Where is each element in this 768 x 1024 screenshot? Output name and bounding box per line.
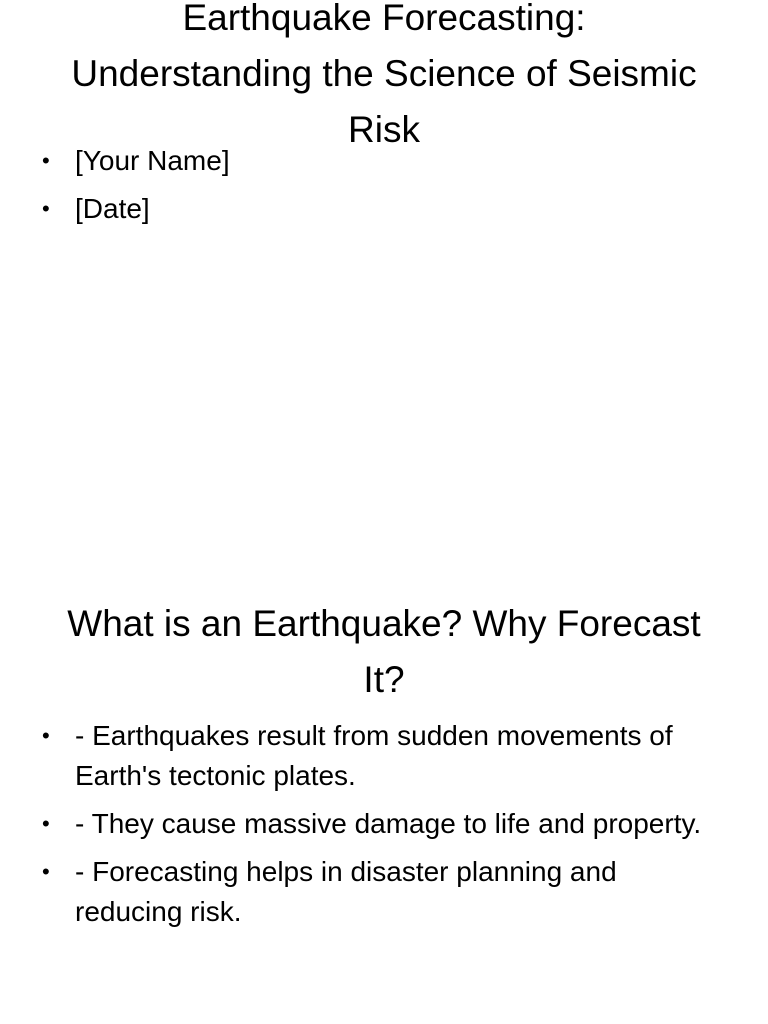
bullet-item [42, 140, 722, 182]
slide-what-is-earthquake [0, 576, 768, 1024]
bullet-icon: • [42, 723, 50, 748]
bullet-icon: • [42, 196, 50, 221]
bullet-icon: • [42, 148, 50, 173]
slide-bullet-list [42, 716, 722, 940]
bullet-icon: • [42, 859, 50, 884]
bullet-item [42, 804, 722, 844]
bullet-text: - Earthquakes result from sudden movements of Earth's tectonic plates. [75, 720, 673, 791]
slide-bullet-list [42, 140, 722, 236]
slide-title-heading: What is an Earthquake? Why Forecast It? [67, 603, 701, 700]
bullet-text: [Your Name] [75, 145, 230, 176]
bullet-item [42, 852, 722, 932]
bullet-item [42, 716, 722, 796]
slide-title-heading: Earthquake Forecasting: Understanding the Science of Seismic Risk [71, 0, 697, 150]
bullet-item [42, 188, 722, 230]
bullet-icon: • [42, 811, 50, 836]
bullet-text: - They cause massive damage to life and property. [75, 808, 702, 839]
bullet-text: [Date] [75, 193, 150, 224]
bullet-text: - Forecasting helps in disaster planning and reducing risk. [75, 856, 617, 927]
